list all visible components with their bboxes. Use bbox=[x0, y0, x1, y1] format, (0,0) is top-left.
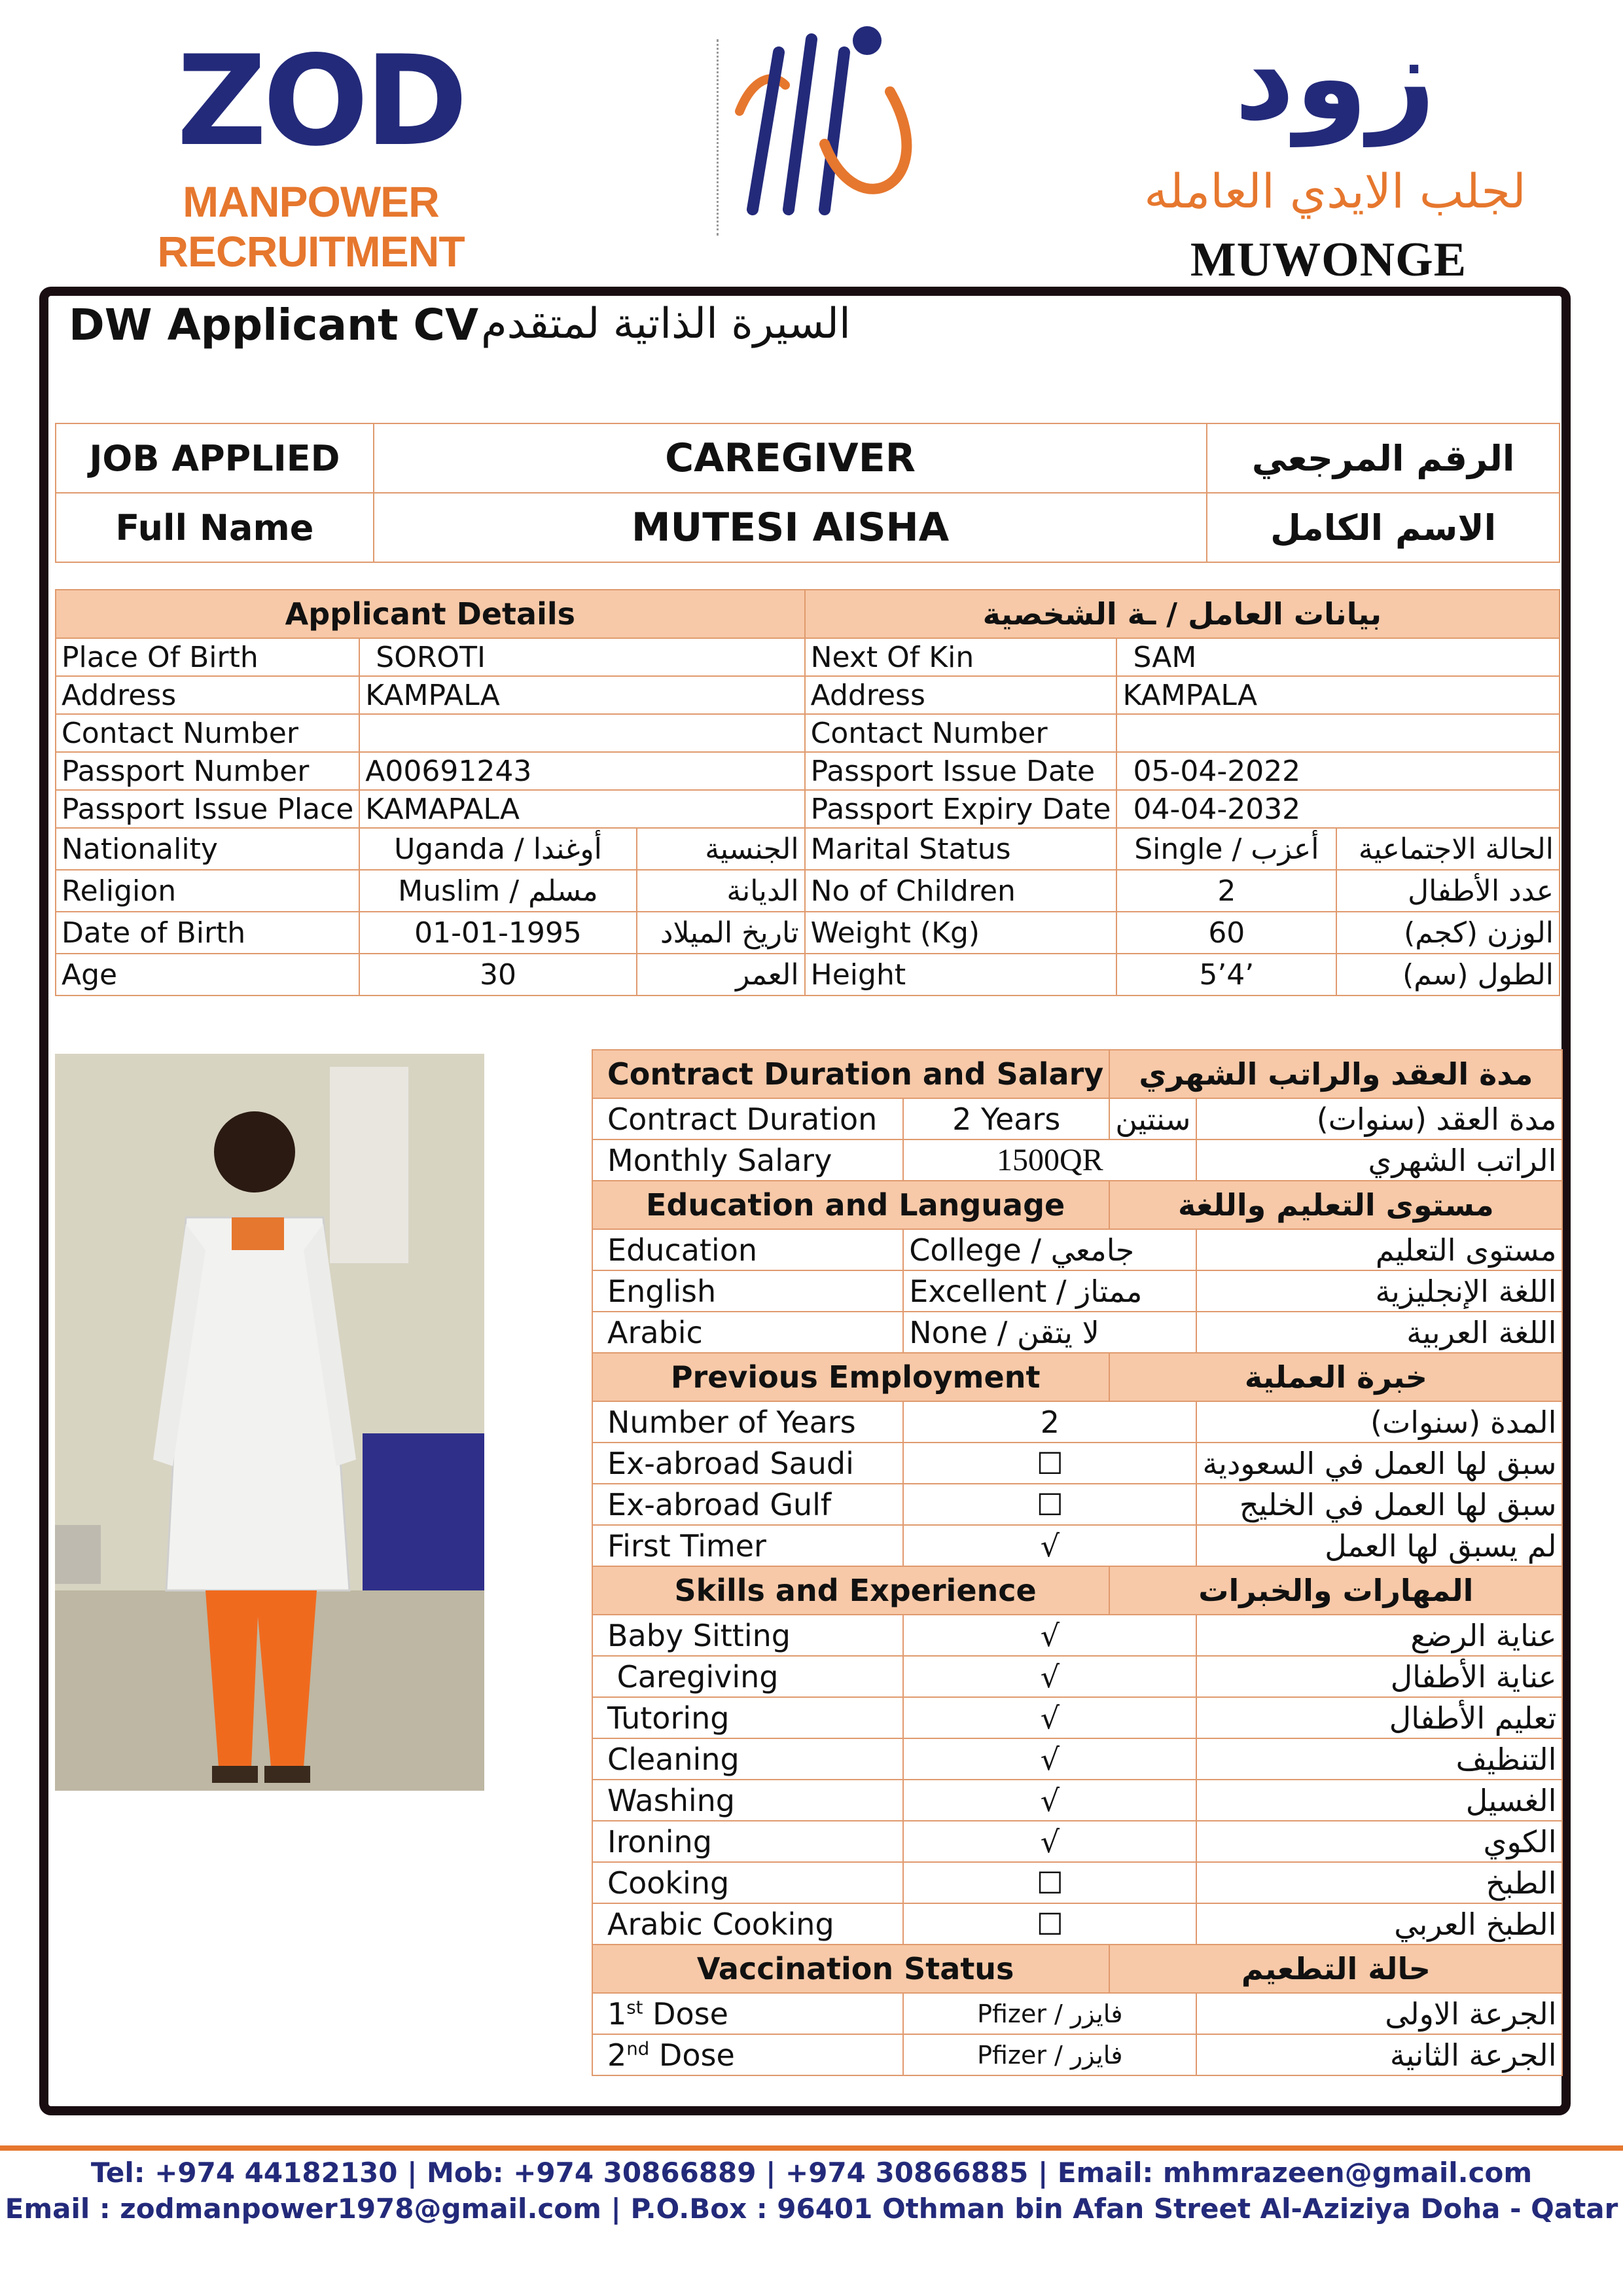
detail-label: Next Of Kin bbox=[805, 638, 1117, 676]
employment-years-value: 2 bbox=[903, 1401, 1196, 1443]
employment-label: Ex-abroad Gulf bbox=[592, 1484, 903, 1525]
employment-label-arabic: سبق لها العمل في السعودية bbox=[1196, 1443, 1562, 1484]
logo-arabic-subtitle: لجلب الايدي العامله bbox=[1144, 164, 1526, 219]
education-row bbox=[592, 1229, 1562, 1270]
skill-row bbox=[592, 1738, 1562, 1780]
personal-label: No of Children bbox=[805, 870, 1117, 912]
detail-label: Passport Issue Place bbox=[56, 790, 359, 828]
dose-value: Pfizer / فايزر bbox=[903, 2034, 1196, 2075]
education-label-arabic: اللغة العربية bbox=[1196, 1312, 1562, 1353]
checkmark-icon: √ bbox=[903, 1525, 1196, 1566]
skill-row bbox=[592, 1821, 1562, 1862]
footer-divider bbox=[0, 2145, 1623, 2151]
full-name-value: MUTESI AISHA bbox=[374, 493, 1207, 562]
personal-value: 01-01-1995 bbox=[359, 912, 636, 954]
logo-arabic: زود bbox=[1234, 10, 1436, 147]
education-label: English bbox=[592, 1270, 903, 1312]
vaccination-header-title: Vaccination Status bbox=[592, 1945, 1109, 1993]
personal-value: 60 bbox=[1116, 912, 1336, 954]
skill-label: Cleaning bbox=[592, 1738, 903, 1780]
personal-row bbox=[56, 912, 1560, 954]
detail-label: Passport Issue Date bbox=[805, 752, 1117, 790]
personal-label-arabic: عدد الأطفال bbox=[1336, 870, 1560, 912]
personal-label: Height bbox=[805, 954, 1117, 996]
personal-label: Age bbox=[56, 954, 359, 996]
full-name-arabic-label: الاسم الكامل bbox=[1207, 493, 1560, 562]
skill-label: Cooking bbox=[592, 1862, 903, 1903]
detail-value: KAMAPALA bbox=[359, 790, 804, 828]
education-label: Education bbox=[592, 1229, 903, 1270]
monthly-salary-value: 1500QR bbox=[903, 1139, 1196, 1181]
applicant-photo bbox=[55, 1054, 484, 1791]
personal-value: 5’4’ bbox=[1116, 954, 1336, 996]
detail-label: Address bbox=[56, 676, 359, 714]
footer-contact-line: Tel: +974 44182130 | Mob: +974 30866889 | +974 30866885 | Email: mhmrazeen@gmail.com bbox=[90, 2157, 1533, 2189]
detail-label: Passport Expiry Date bbox=[805, 790, 1117, 828]
employment-header bbox=[592, 1353, 1562, 1401]
personal-value: Single / أعزب bbox=[1116, 828, 1336, 870]
vaccination-header bbox=[592, 1945, 1562, 1993]
contract-duration-row bbox=[592, 1098, 1562, 1139]
logo-zod: ZOD bbox=[177, 29, 465, 173]
personal-label: Date of Birth bbox=[56, 912, 359, 954]
checkmark-icon: √ bbox=[903, 1780, 1196, 1821]
dose-word: Dose bbox=[643, 1996, 728, 2032]
skill-label: Washing bbox=[592, 1780, 903, 1821]
header-divider bbox=[717, 39, 719, 236]
job-applied-label: JOB APPLIED bbox=[56, 423, 374, 493]
personal-label: Marital Status bbox=[805, 828, 1117, 870]
personal-value: Muslim / مسلم bbox=[359, 870, 636, 912]
personal-value: 2 bbox=[1116, 870, 1336, 912]
reference-number-label: الرقم المرجعي bbox=[1207, 423, 1560, 493]
education-row bbox=[592, 1312, 1562, 1353]
personal-row bbox=[56, 828, 1560, 870]
monthly-salary-row bbox=[592, 1139, 1562, 1181]
detail-value: KAMPALA bbox=[1116, 676, 1560, 714]
detail-label: Passport Number bbox=[56, 752, 359, 790]
skill-label-arabic: التنظيف bbox=[1196, 1738, 1562, 1780]
dose-number: 1 bbox=[607, 1996, 627, 2032]
personal-label-arabic: الوزن (كجم) bbox=[1336, 912, 1560, 954]
skill-row bbox=[592, 1862, 1562, 1903]
employment-label-arabic: سبق لها العمل في الخليج bbox=[1196, 1484, 1562, 1525]
skill-label: Ironing bbox=[592, 1821, 903, 1862]
skill-label: Baby Sitting bbox=[592, 1615, 903, 1656]
contract-header bbox=[592, 1050, 1562, 1098]
dose-word: Dose bbox=[649, 2037, 735, 2073]
detail-value bbox=[359, 714, 804, 752]
monthly-salary-label: Monthly Salary bbox=[592, 1139, 903, 1181]
skill-row bbox=[592, 1697, 1562, 1738]
detail-label: Place Of Birth bbox=[56, 638, 359, 676]
contract-duration-label-arabic: مدة العقد (سنوات) bbox=[1196, 1098, 1562, 1139]
checkmark-icon: √ bbox=[903, 1697, 1196, 1738]
employment-label-arabic: لم يسبق لها العمل bbox=[1196, 1525, 1562, 1566]
employment-years-label-arabic: المدة (سنوات) bbox=[1196, 1401, 1562, 1443]
checkmark-icon: √ bbox=[903, 1615, 1196, 1656]
skill-label-arabic: تعليم الأطفال bbox=[1196, 1697, 1562, 1738]
skill-label-arabic: الطبخ العربي bbox=[1196, 1903, 1562, 1945]
personal-label-arabic: تاريخ الميلاد bbox=[637, 912, 805, 954]
skill-label: Caregiving bbox=[592, 1656, 903, 1697]
detail-value: SOROTI bbox=[359, 638, 804, 676]
skills-header-title: Skills and Experience bbox=[592, 1566, 1109, 1615]
personal-label-arabic: الجنسية bbox=[637, 828, 805, 870]
personal-label-arabic: العمر bbox=[637, 954, 805, 996]
detail-value: A00691243 bbox=[359, 752, 804, 790]
detail-value: 04-04-2032 bbox=[1116, 790, 1560, 828]
detail-row bbox=[56, 676, 1560, 714]
candidate-tag: MUWONGE bbox=[1190, 233, 1467, 287]
applicant-details-table bbox=[55, 589, 1560, 996]
checkmark-icon: √ bbox=[903, 1821, 1196, 1862]
personal-value: Uganda / أوغندا bbox=[359, 828, 636, 870]
dose-suffix: nd bbox=[626, 2037, 650, 2060]
personal-label-arabic: الحالة الاجتماعية bbox=[1336, 828, 1560, 870]
contract-duration-value-arabic: سنتين bbox=[1109, 1098, 1196, 1139]
dose-suffix: st bbox=[626, 1996, 643, 2018]
detail-value: 05-04-2022 bbox=[1116, 752, 1560, 790]
contract-header-title: Contract Duration and Salary bbox=[592, 1050, 1109, 1098]
checkbox-icon: ☐ bbox=[903, 1484, 1196, 1525]
skill-label: Tutoring bbox=[592, 1697, 903, 1738]
applicant-details-header bbox=[56, 590, 1560, 638]
detail-label: Address bbox=[805, 676, 1117, 714]
dose-number: 2 bbox=[607, 2037, 627, 2073]
contract-skills-table bbox=[592, 1049, 1563, 2076]
dose-row bbox=[592, 1993, 1562, 2034]
education-label-arabic: مستوى التعليم bbox=[1196, 1229, 1562, 1270]
detail-row bbox=[56, 638, 1560, 676]
employment-years-label: Number of Years bbox=[592, 1401, 903, 1443]
employment-row bbox=[592, 1484, 1562, 1525]
dose-label bbox=[592, 1993, 903, 2034]
skills-header bbox=[592, 1566, 1562, 1615]
personal-label-arabic: الطول (سم) bbox=[1336, 954, 1560, 996]
checkbox-icon: ☐ bbox=[903, 1903, 1196, 1945]
skill-label: Arabic Cooking bbox=[592, 1903, 903, 1945]
dose-label bbox=[592, 2034, 903, 2075]
detail-label: Contact Number bbox=[805, 714, 1117, 752]
personal-label: Religion bbox=[56, 870, 359, 912]
skill-row bbox=[592, 1656, 1562, 1697]
education-header bbox=[592, 1181, 1562, 1229]
detail-row bbox=[56, 790, 1560, 828]
employment-row bbox=[592, 1525, 1562, 1566]
contract-header-title-arabic: مدة العقد والراتب الشهري bbox=[1109, 1050, 1562, 1098]
personal-row bbox=[56, 954, 1560, 996]
personal-label: Nationality bbox=[56, 828, 359, 870]
detail-value: KAMPALA bbox=[359, 676, 804, 714]
education-value: Excellent / ممتاز bbox=[903, 1270, 1196, 1312]
employment-label: First Timer bbox=[592, 1525, 903, 1566]
vaccination-header-title-arabic: حالة التطعيم bbox=[1109, 1945, 1562, 1993]
logo-subtitle: MANPOWER RECRUITMENT bbox=[157, 177, 465, 276]
education-header-title-arabic: مستوى التعليم واللغة bbox=[1109, 1181, 1562, 1229]
employment-header-title: Previous Employment bbox=[592, 1353, 1109, 1401]
detail-row bbox=[56, 714, 1560, 752]
education-value: College / جامعي bbox=[903, 1229, 1196, 1270]
education-label: Arabic bbox=[592, 1312, 903, 1353]
detail-value bbox=[1116, 714, 1560, 752]
detail-row bbox=[56, 752, 1560, 790]
skill-row bbox=[592, 1615, 1562, 1656]
employment-header-title-arabic: خبرة العملية bbox=[1109, 1353, 1562, 1401]
personal-row bbox=[56, 870, 1560, 912]
checkmark-icon: √ bbox=[903, 1656, 1196, 1697]
applicant-details-title: Applicant Details bbox=[56, 590, 805, 638]
skills-header-title-arabic: المهارات والخبرات bbox=[1109, 1566, 1562, 1615]
skill-label-arabic: الكوي bbox=[1196, 1821, 1562, 1862]
skill-row bbox=[592, 1903, 1562, 1945]
dose-value: Pfizer / فايزر bbox=[903, 1993, 1196, 2034]
skill-label-arabic: الغسيل bbox=[1196, 1780, 1562, 1821]
education-row bbox=[592, 1270, 1562, 1312]
cv-title-arabic: السيرة الذاتية لمتقدم bbox=[481, 300, 851, 348]
full-name-label: Full Name bbox=[56, 493, 374, 562]
job-applied-value: CAREGIVER bbox=[374, 423, 1207, 493]
detail-label: Contact Number bbox=[56, 714, 359, 752]
checkbox-icon: ☐ bbox=[903, 1443, 1196, 1484]
applicant-details-title-arabic: بيانات العامل / ـة الشخصية bbox=[805, 590, 1560, 638]
full-name-row bbox=[56, 493, 1560, 562]
education-header-title: Education and Language bbox=[592, 1181, 1109, 1229]
footer-address-line: Email : zodmanpower1978@gmail.com | P.O.Box : 96401 Othman bin Afan Street Al-Aziziya Doha - Qatar bbox=[5, 2193, 1618, 2225]
personal-label: Weight (Kg) bbox=[805, 912, 1117, 954]
monthly-salary-label-arabic: الراتب الشهري bbox=[1196, 1139, 1562, 1181]
detail-value: SAM bbox=[1116, 638, 1560, 676]
employment-row bbox=[592, 1443, 1562, 1484]
employment-label: Ex-abroad Saudi bbox=[592, 1443, 903, 1484]
company-logo-icon bbox=[726, 13, 936, 229]
job-table bbox=[55, 423, 1560, 563]
skill-label-arabic: عناية الأطفال bbox=[1196, 1656, 1562, 1697]
contract-duration-label: Contract Duration bbox=[592, 1098, 903, 1139]
job-applied-row bbox=[56, 423, 1560, 493]
skill-label-arabic: عناية الرضع bbox=[1196, 1615, 1562, 1656]
checkmark-icon: √ bbox=[903, 1738, 1196, 1780]
cv-title: DW Applicant CV bbox=[69, 300, 479, 350]
skill-row bbox=[592, 1780, 1562, 1821]
dose-row bbox=[592, 2034, 1562, 2075]
employment-years-row bbox=[592, 1401, 1562, 1443]
dose-label-arabic: الجرعة الثانية bbox=[1196, 2034, 1562, 2075]
checkbox-icon: ☐ bbox=[903, 1862, 1196, 1903]
dose-label-arabic: الجرعة الاولى bbox=[1196, 1993, 1562, 2034]
personal-label-arabic: الديانة bbox=[637, 870, 805, 912]
skill-label-arabic: الطبخ bbox=[1196, 1862, 1562, 1903]
personal-value: 30 bbox=[359, 954, 636, 996]
education-label-arabic: اللغة الإنجليزية bbox=[1196, 1270, 1562, 1312]
education-value: None / لا يتقن bbox=[903, 1312, 1196, 1353]
contract-duration-value: 2 Years bbox=[903, 1098, 1109, 1139]
